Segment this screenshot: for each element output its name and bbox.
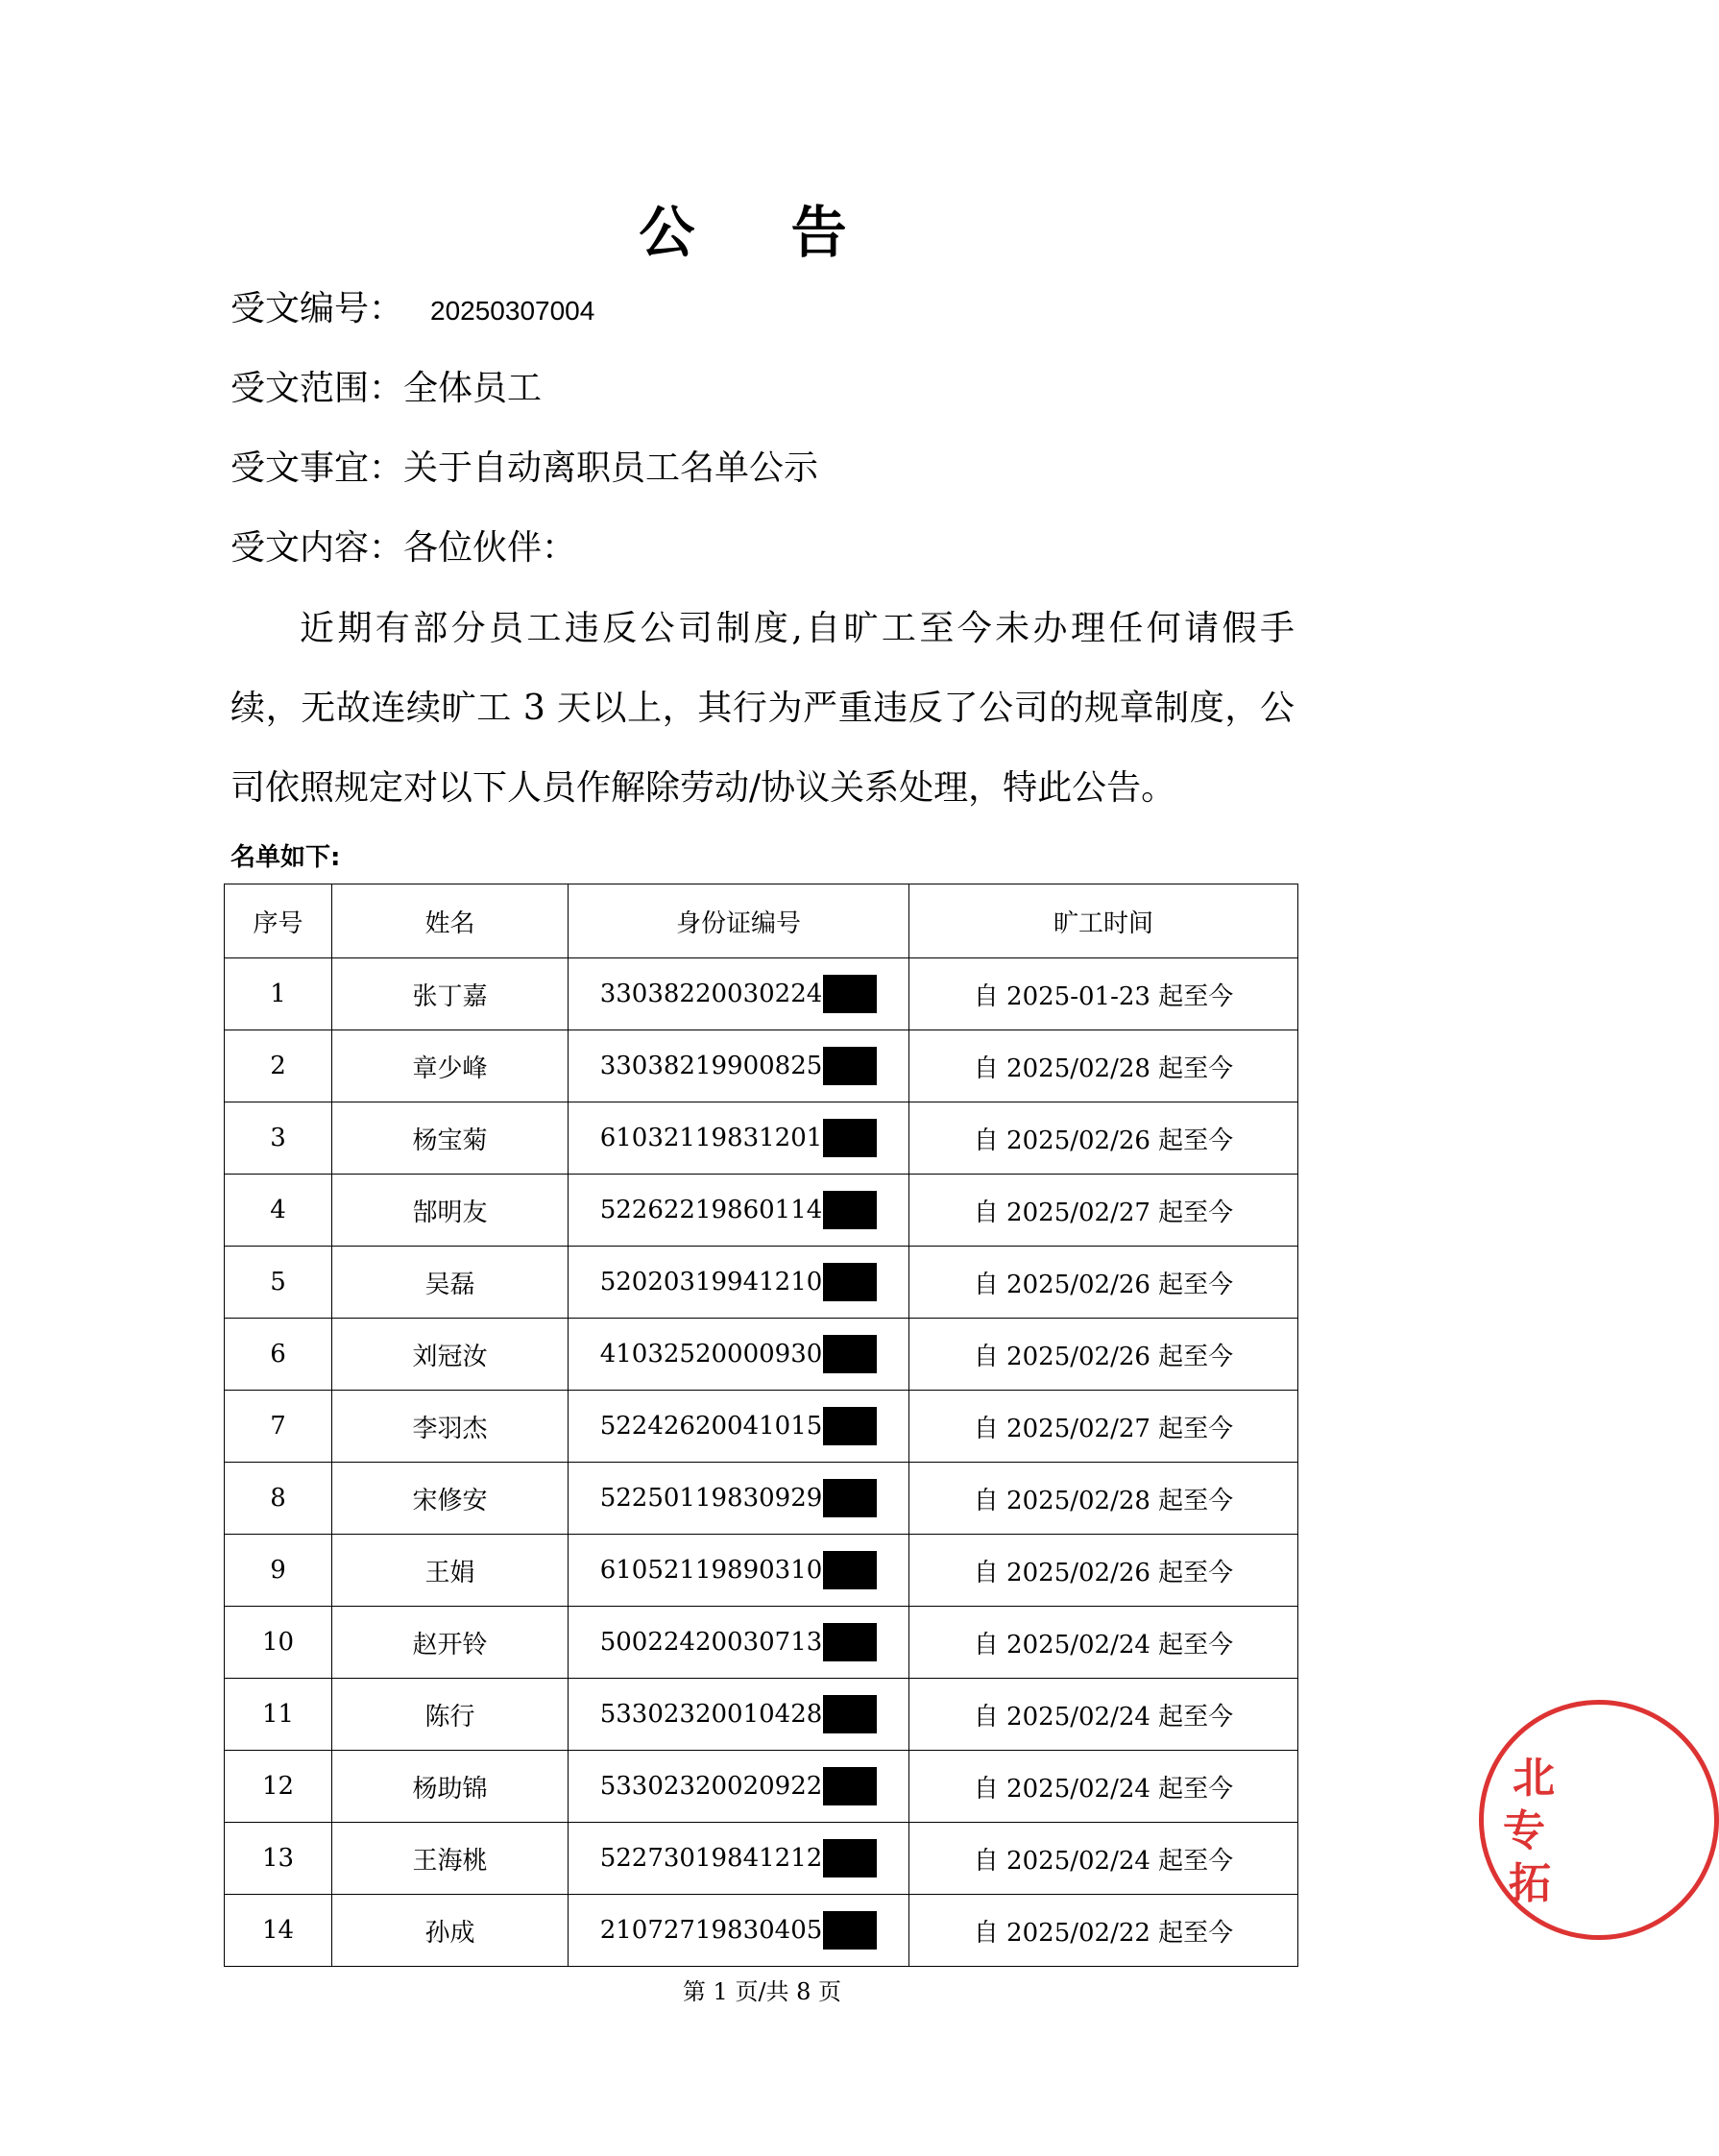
header-id: 身份证编号 [569,884,909,958]
redaction-block [823,1335,877,1373]
table-row [225,1175,1298,1247]
cell-seq: 7 [225,1391,332,1463]
content-field [230,521,576,569]
id-number: 53302320020922 [599,1772,823,1801]
id-number: 52273019841212 [599,1844,823,1873]
cell-seq: 1 [225,958,332,1030]
cell-id [569,1030,909,1102]
cell-seq: 10 [225,1607,332,1679]
id-number: 21072719830405 [599,1916,823,1945]
table-row [225,1535,1298,1607]
cell-name: 张丁嘉 [332,958,569,1030]
cell-id [569,1463,909,1535]
list-heading: 名单如下: [230,843,341,872]
cell-name: 李羽杰 [332,1391,569,1463]
id-number: 52250119830929 [599,1484,823,1513]
table-row [225,1895,1298,1967]
body-line-2: 续，无故连续旷工 3 天以上，其行为严重违反了公司的规章制度，公 [230,689,1295,728]
cell-seq: 11 [225,1679,332,1751]
cell-name: 王海桃 [332,1823,569,1895]
header-time: 旷工时间 [909,884,1298,958]
cell-seq: 13 [225,1823,332,1895]
matter-label: 受文事宜： [230,448,404,488]
redaction-block [823,1911,877,1950]
cell-id [569,1247,909,1319]
redaction-block [823,1623,877,1661]
cell-name: 杨助锦 [332,1751,569,1823]
table-row [225,1102,1298,1175]
cell-time: 自 2025/02/24 起至今 [909,1607,1298,1679]
content-value: 各位伙伴： [403,528,577,568]
cell-name: 章少峰 [332,1030,569,1102]
redaction-block [823,1119,877,1157]
cell-time: 自 2025-01-23 起至今 [909,958,1298,1030]
id-number: 41032520000930 [599,1340,823,1369]
cell-id [569,958,909,1030]
id-number: 53302320010428 [599,1700,823,1729]
cell-seq: 5 [225,1247,332,1319]
cell-name: 宋修安 [332,1463,569,1535]
header-seq: 序号 [225,884,332,958]
table-row [225,1319,1298,1391]
id-number: 33038219900825 [599,1052,823,1080]
redaction-block [823,1263,877,1301]
cell-time: 自 2025/02/28 起至今 [909,1030,1298,1102]
body-line-3: 司依照规定对以下人员作解除劳动/协议关系处理，特此公告。 [230,768,1176,808]
cell-id [569,1823,909,1895]
matter-value: 关于自动离职员工名单公示 [403,448,819,488]
cell-name: 孙成 [332,1895,569,1967]
scope-value: 全体员工 [403,369,543,408]
redaction-block [823,1407,877,1445]
table-row [225,958,1298,1030]
id-number: 52262219860114 [599,1196,823,1224]
redaction-block [823,1479,877,1517]
id-number: 61052119890310 [599,1556,823,1585]
id-number: 52020319941210 [599,1268,823,1296]
table-row [225,1607,1298,1679]
cell-name: 王娟 [332,1535,569,1607]
cell-seq: 6 [225,1319,332,1391]
cell-name: 刘冠汝 [332,1319,569,1391]
number-label: 受文编号： [230,289,404,328]
table-row [225,1679,1298,1751]
cell-id [569,1535,909,1607]
cell-id [569,1102,909,1175]
content-label: 受文内容： [230,528,404,568]
cell-time: 自 2025/02/22 起至今 [909,1895,1298,1967]
cell-name: 杨宝菊 [332,1102,569,1175]
cell-seq: 9 [225,1535,332,1607]
cell-id [569,1319,909,1391]
cell-time: 自 2025/02/26 起至今 [909,1535,1298,1607]
redaction-block [823,1767,877,1805]
header-name: 姓名 [332,884,569,958]
cell-seq: 12 [225,1751,332,1823]
table-row [225,1391,1298,1463]
page-footer: 第 1 页/共 8 页 [682,1978,842,2005]
matter-field [230,441,818,490]
cell-time: 自 2025/02/26 起至今 [909,1102,1298,1175]
absence-table [224,884,1298,1967]
id-number: 61032119831201 [599,1124,823,1152]
cell-time: 自 2025/02/28 起至今 [909,1463,1298,1535]
cell-id [569,1607,909,1679]
document-title: 公 告 [639,200,885,265]
redaction-block [823,1839,877,1877]
table-row [225,1030,1298,1102]
scope-field [230,361,542,410]
cell-id [569,1679,909,1751]
cell-seq: 3 [225,1102,332,1175]
cell-id [569,1751,909,1823]
redaction-block [823,1695,877,1733]
cell-name: 郜明友 [332,1175,569,1247]
cell-time: 自 2025/02/26 起至今 [909,1247,1298,1319]
cell-seq: 4 [225,1175,332,1247]
cell-time: 自 2025/02/27 起至今 [909,1391,1298,1463]
id-number: 52242620041015 [599,1412,823,1441]
table-row [225,1823,1298,1895]
cell-time: 自 2025/02/26 起至今 [909,1319,1298,1391]
id-number: 50022420030713 [599,1628,823,1657]
cell-id [569,1175,909,1247]
cell-time: 自 2025/02/24 起至今 [909,1679,1298,1751]
redaction-block [823,1047,877,1085]
scope-label: 受文范围： [230,369,404,408]
redaction-block [823,1191,877,1229]
cell-seq: 8 [225,1463,332,1535]
company-seal-stamp: 北 专 拓 [1479,1700,1719,1940]
cell-name: 赵开铃 [332,1607,569,1679]
number-value: 20250307004 [430,296,595,326]
cell-time: 自 2025/02/24 起至今 [909,1823,1298,1895]
redaction-block [823,975,877,1013]
cell-seq: 2 [225,1030,332,1102]
cell-name: 陈行 [332,1679,569,1751]
cell-time: 自 2025/02/24 起至今 [909,1751,1298,1823]
cell-name: 吴磊 [332,1247,569,1319]
table-row [225,1751,1298,1823]
table-header-row [225,884,1298,958]
cell-time: 自 2025/02/27 起至今 [909,1175,1298,1247]
cell-id [569,1391,909,1463]
id-number: 33038220030224 [599,980,823,1008]
cell-id [569,1895,909,1967]
cell-seq: 14 [225,1895,332,1967]
body-line-1: 近期有部分员工违反公司制度,自旷工至今未办理任何请假手 [300,609,1295,648]
number-field [230,281,594,330]
redaction-block [823,1551,877,1589]
table-row [225,1247,1298,1319]
table-row [225,1463,1298,1535]
